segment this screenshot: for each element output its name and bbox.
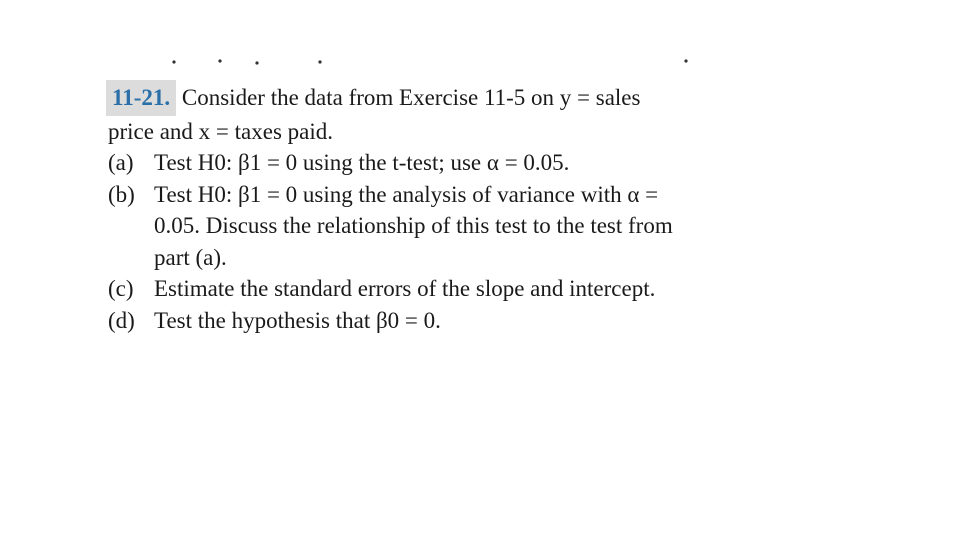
problem-intro-line-1 <box>108 80 768 116</box>
part-b-text-line-3: part (a). <box>154 244 227 270</box>
problem-number: 11-21. <box>106 80 176 116</box>
part-c <box>108 273 768 305</box>
exercise-11-21 <box>108 80 768 336</box>
cropped-previous-line-marks <box>170 58 710 70</box>
part-b-label: (b) <box>108 181 135 207</box>
part-d <box>108 305 768 337</box>
part-d-label: (d) <box>108 307 135 333</box>
part-a-label: (a) <box>108 150 134 175</box>
part-c-text: Estimate the standard errors of the slope and intercept. <box>154 276 656 301</box>
part-b <box>108 179 768 274</box>
part-a <box>108 147 768 179</box>
part-b-text-line-2: 0.05. Discuss the relationship of this test to the test from <box>154 213 673 238</box>
part-a-text: Test H0: β1 = 0 using the t-test; use α = 0.05. <box>154 150 570 175</box>
part-d-text: Test the hypothesis that β0 = 0. <box>154 307 441 333</box>
problem-intro-text: Consider the data from Exercise 11-5 on y = sales <box>181 85 641 110</box>
part-b-text-line-1: Test H0: β1 = 0 using the analysis of variance with α = <box>154 181 659 207</box>
part-c-label: (c) <box>108 276 134 301</box>
problem-intro-line-2: price and x = taxes paid. <box>108 118 334 144</box>
